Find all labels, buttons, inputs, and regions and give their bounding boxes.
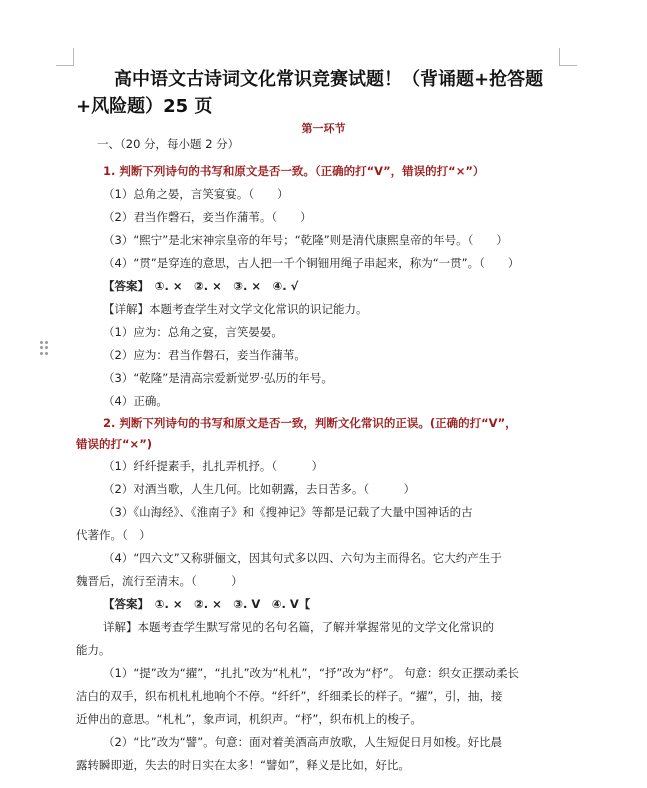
crop-mark (73, 48, 74, 65)
question-item: （2）君当作磬石，妾当作蒲苇。（ ） (103, 210, 312, 224)
explanation-line: （1）应为：总角之宴，言笑晏晏。 (103, 325, 283, 339)
explanation-line: 洁白的双手，织布机札札地响个不停。“纤纤”，纤细柔长的样子。“擢”，引，抽，接 (76, 689, 503, 703)
explanation-line: （2）“比”改为“譬”。句意：面对着美酒高声放歌，人生短促日月如梭。好比晨 (103, 735, 503, 749)
explanation-line: 露转瞬即逝，失去的时日实在太多！“譬如”，释义是比如，好比。 (76, 758, 410, 772)
explanation-line: （2）应为：君当作磐石，妾当作蒲苇。 (103, 348, 306, 362)
question-item: （4）“贯”是穿连的意思，古人把一千个铜钿用绳子串起来，称为“一贯”。（ ） (103, 256, 520, 270)
part-heading: 一、（20 分，每小题 2 分） (97, 137, 240, 151)
drag-handle-icon[interactable] (40, 341, 48, 355)
answer-line: 【答案】 ①. × ②. × ③. V ④. V【 (103, 597, 311, 611)
explanation-line: （3）“乾隆”是清高宗爱新觉罗·弘历的年号。 (103, 371, 333, 385)
document-title: 高中语文古诗词文化常识竞赛试题！（背诵题+抢答题+风险题）25 页 (76, 69, 544, 117)
question-item: （1）纤纤提素手，扎扎弄机抒。（ ） (103, 459, 324, 473)
explanation-line: 详解】本题考查学生默写常见的名句名篇，了解并掌握常见的文学文化常识的 (103, 620, 494, 634)
explanation-line: （1）“提”改为“擢”，“扎扎”改为“札札”，“抒”改为“杼”。 句意：织女正摆动柔长 (103, 666, 519, 680)
section-heading: 第一环节 (301, 122, 346, 135)
question-heading: 2. 判断下列诗句的书写和原文是否一致，判断文化常识的正误。(正确的打“V”， (103, 416, 517, 430)
question-item: （1）总角之晏，言笑宴宴。（ ） (103, 187, 289, 201)
answer-line: 【答案】 ①. × ②. × ③. × ④. √ (103, 279, 299, 293)
crop-mark (56, 65, 74, 66)
question-item: 代著作。（ ） (76, 528, 151, 542)
question-item: （3）《山海经》、《淮南子》和《搜神记》等都是记载了大量中国神话的古 (103, 505, 473, 519)
crop-mark (559, 48, 560, 65)
question-item: （3）“熙宁”是北宋神宗皇帝的年号；“乾隆”则是清代康熙皇帝的年号。（ ） (103, 233, 508, 247)
explanation-line: 【详解】本题考查学生对文学文化常识的识记能力。 (103, 302, 368, 316)
question-item: （2）对酒当歌，人生几何。比如朝露，去日苦多。（ ） (103, 482, 416, 496)
question-heading: 1. 判断下列诗句的书写和原文是否一致。（正确的打“V”，错误的打“×”） (103, 164, 485, 178)
question-heading: 错误的打“×”) (76, 437, 153, 451)
explanation-line: 近伸出的意思。“札札”，象声词，机织声。“杼”，织布机上的梭子。 (76, 712, 422, 726)
question-item: （4）“四六文”又称骈俪文，因其句式多以四、六句为主而得名。它大约产生于 (103, 551, 502, 565)
explanation-line: （4）正确。 (103, 394, 168, 408)
explanation-line: 能力。 (76, 643, 111, 657)
question-item: 魏晋后，流行至清末。（ ） (76, 574, 243, 588)
